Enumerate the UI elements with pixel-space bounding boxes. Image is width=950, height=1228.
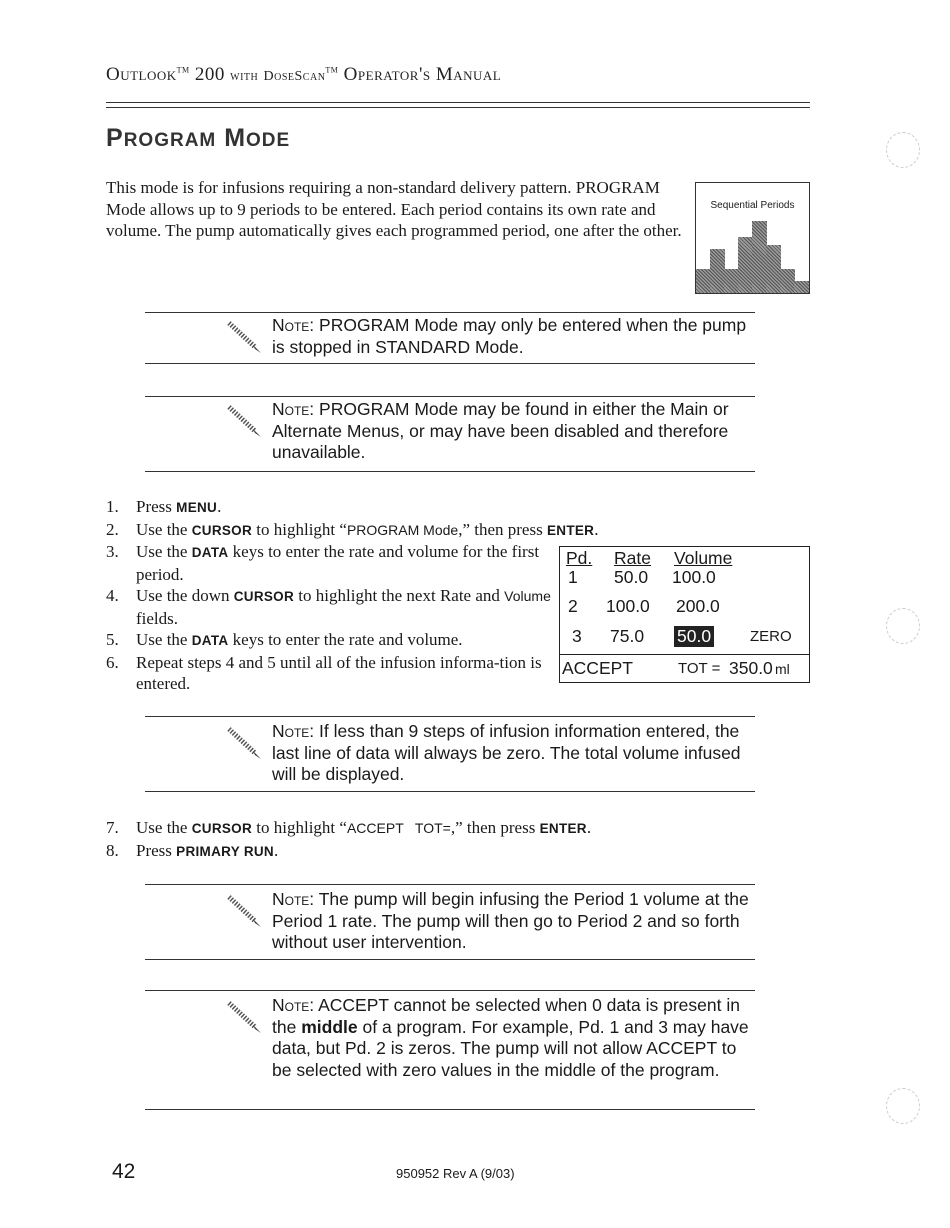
lcd-row-rate: 50.0 [614, 567, 649, 587]
pencil-icon [225, 319, 263, 355]
trademark-1: TM [176, 65, 190, 75]
step-5 [106, 629, 551, 652]
step-number: 3. [106, 542, 119, 561]
step-text: to highlight the next Rate and [298, 586, 500, 605]
step-number: 2. [106, 519, 119, 539]
pencil-icon [225, 403, 263, 439]
header-double-rule [106, 102, 810, 108]
note-label: Note: [272, 399, 315, 419]
figure-bar [752, 221, 767, 293]
note-label: Note: [272, 315, 315, 335]
running-header [106, 64, 501, 86]
lcd-total-value: 350.0 [729, 658, 773, 678]
step-text: Press [136, 497, 172, 516]
step-1 [106, 496, 551, 519]
step-number: 1. [106, 497, 119, 516]
note-5 [145, 990, 755, 1110]
step-3 [106, 541, 551, 585]
note-4 [145, 884, 755, 960]
note-3-text [272, 721, 755, 786]
title-initial-1: P [106, 124, 124, 152]
note-emphasis: middle [301, 1016, 358, 1037]
step-text: Use the [136, 519, 188, 539]
hole-punch [886, 132, 920, 168]
page-number: 42 [112, 1160, 136, 1183]
pencil-icon [225, 999, 263, 1035]
step-number: 4. [106, 586, 119, 605]
lcd-header-rate: Rate [614, 548, 651, 568]
step-text: fields. [136, 608, 179, 628]
lcd-row-pd: 2 [568, 596, 578, 616]
step-text: Use the [136, 818, 188, 837]
hole-punch [886, 608, 920, 644]
step-text: to highlight “ [256, 519, 347, 539]
lcd-divider [560, 654, 809, 655]
note-4-text [272, 889, 755, 954]
note-label: Note: [272, 889, 315, 909]
figure-bar [696, 269, 711, 293]
title-initial-2: M [224, 124, 247, 152]
page-title [106, 124, 290, 153]
step-text: Use the [136, 542, 188, 561]
figure-bar [724, 269, 739, 293]
note-1 [145, 312, 755, 364]
note-label: Note: [272, 995, 315, 1015]
step-text: keys to enter the rate and volume. [232, 630, 463, 649]
hole-punch [886, 1088, 920, 1124]
note-1-text [272, 315, 755, 358]
step-text: . [217, 497, 222, 516]
key-name: CURSOR [191, 522, 253, 538]
key-name: ENTER [546, 522, 595, 538]
lcd-row-pd: 1 [568, 567, 578, 587]
step-2 [106, 519, 666, 542]
figure-bar [794, 281, 809, 293]
step-text: Repeat steps 4 and 5 until all of the infusion informa-tion is entered. [136, 652, 542, 693]
menu-item-name: ACCEPT TOT= [346, 820, 451, 836]
note-label: Note: [272, 721, 315, 741]
brand-name: Outlook [106, 64, 177, 85]
step-text: ,” then press [458, 519, 543, 539]
note-body: PROGRAM Mode may only be entered when the pump is stopped in STANDARD Mode. [272, 315, 747, 357]
lcd-header-volume: Volume [674, 548, 733, 568]
lcd-row-volume: 200.0 [676, 596, 720, 616]
trademark-2: TM [325, 65, 339, 75]
note-body: of a program. For example, Pd. 1 and 3 may have data, but Pd. 2 is zeros. The pump will not allow ACCEPT to be selected with zero values in the middle of the program. [272, 1016, 749, 1080]
manual-name: Operator's Manual [343, 64, 502, 85]
lcd-row-pd: 3 [572, 626, 582, 646]
with-word: with [230, 69, 259, 84]
step-8 [106, 840, 706, 863]
step-text: . [273, 840, 279, 860]
figure-bar [738, 237, 753, 293]
sequential-periods-figure [695, 182, 810, 294]
lcd-header-pd: Pd. [566, 548, 593, 568]
step-number: 7. [106, 818, 119, 837]
key-name: DATA [191, 545, 229, 560]
step-7 [106, 817, 706, 840]
note-body: ACCEPT cannot be selected when 0 data is present in the [272, 995, 740, 1037]
figure-bar [780, 269, 795, 293]
key-name: DATA [191, 633, 229, 648]
step-text: Use the [136, 630, 188, 649]
lcd-total-label: TOT = [678, 660, 721, 677]
lcd-row-rate: 75.0 [610, 626, 645, 646]
step-text: keys to enter the rate and volume for the first period. [136, 542, 540, 584]
key-name: CURSOR [233, 589, 295, 604]
lcd-zero-label: ZERO [750, 628, 792, 645]
key-name: ENTER [539, 821, 587, 836]
figure-bar [710, 249, 725, 293]
key-name: CURSOR [191, 821, 253, 836]
title-rest-1: ROGRAM [123, 130, 217, 151]
step-6 [106, 652, 551, 695]
field-name: Volume [504, 588, 551, 604]
figure-bar [766, 245, 781, 293]
step-text: Press [136, 840, 172, 860]
note-body: If less than 9 steps of infusion information entered, the last line of data will always be zero. The total volume infused will be displayed. [272, 721, 741, 784]
dosescan-name: DoseScan [263, 69, 326, 84]
note-body: The pump will begin infusing the Period 1 volume at the Period 1 rate. The pump will then go to Period 2 and so forth without user intervention. [272, 889, 749, 952]
step-number: 8. [106, 840, 119, 860]
note-2-text [272, 399, 755, 464]
title-rest-2: ODE [246, 130, 291, 151]
model-number: 200 [194, 64, 225, 85]
lcd-display [559, 546, 810, 683]
menu-item-name: PROGRAM Mode [346, 521, 459, 538]
step-text: Use the down [136, 586, 230, 605]
step-text: ,” then press [450, 818, 536, 837]
step-text: to highlight “ [256, 818, 347, 837]
pencil-icon [225, 725, 263, 761]
document-id: 950952 Rev A (9/03) [396, 1166, 515, 1181]
key-name: PRIMARY RUN [176, 843, 274, 859]
lcd-highlighted-volume: 50.0 [674, 626, 714, 647]
step-4 [106, 585, 551, 629]
figure-label: Sequential Periods [710, 200, 795, 211]
note-5-text [272, 995, 755, 1081]
lcd-total-unit: ml [775, 661, 790, 677]
pencil-icon [225, 893, 263, 929]
lcd-accept: ACCEPT [562, 658, 633, 678]
note-3 [145, 716, 755, 792]
intro-paragraph: This mode is for infusions requiring a non-standard delivery pattern. PROGRAM Mode allows up to 9 periods to be entered. Each period contains its own rate and volume. The pump automatically gives each programmed period, one after the other. [106, 178, 682, 240]
step-number: 5. [106, 630, 119, 649]
steps-list-b [106, 817, 706, 862]
step-number: 6. [106, 652, 119, 672]
step-text: . [594, 519, 599, 539]
key-name: MENU [176, 500, 218, 515]
note-2 [145, 396, 755, 472]
step-text: . [586, 818, 592, 837]
lcd-row-rate: 100.0 [606, 596, 650, 616]
note-body: PROGRAM Mode may be found in either the Main or Alternate Menus, or may have been disabled and therefore unavailable. [272, 399, 729, 462]
lcd-row-volume: 100.0 [672, 567, 716, 587]
